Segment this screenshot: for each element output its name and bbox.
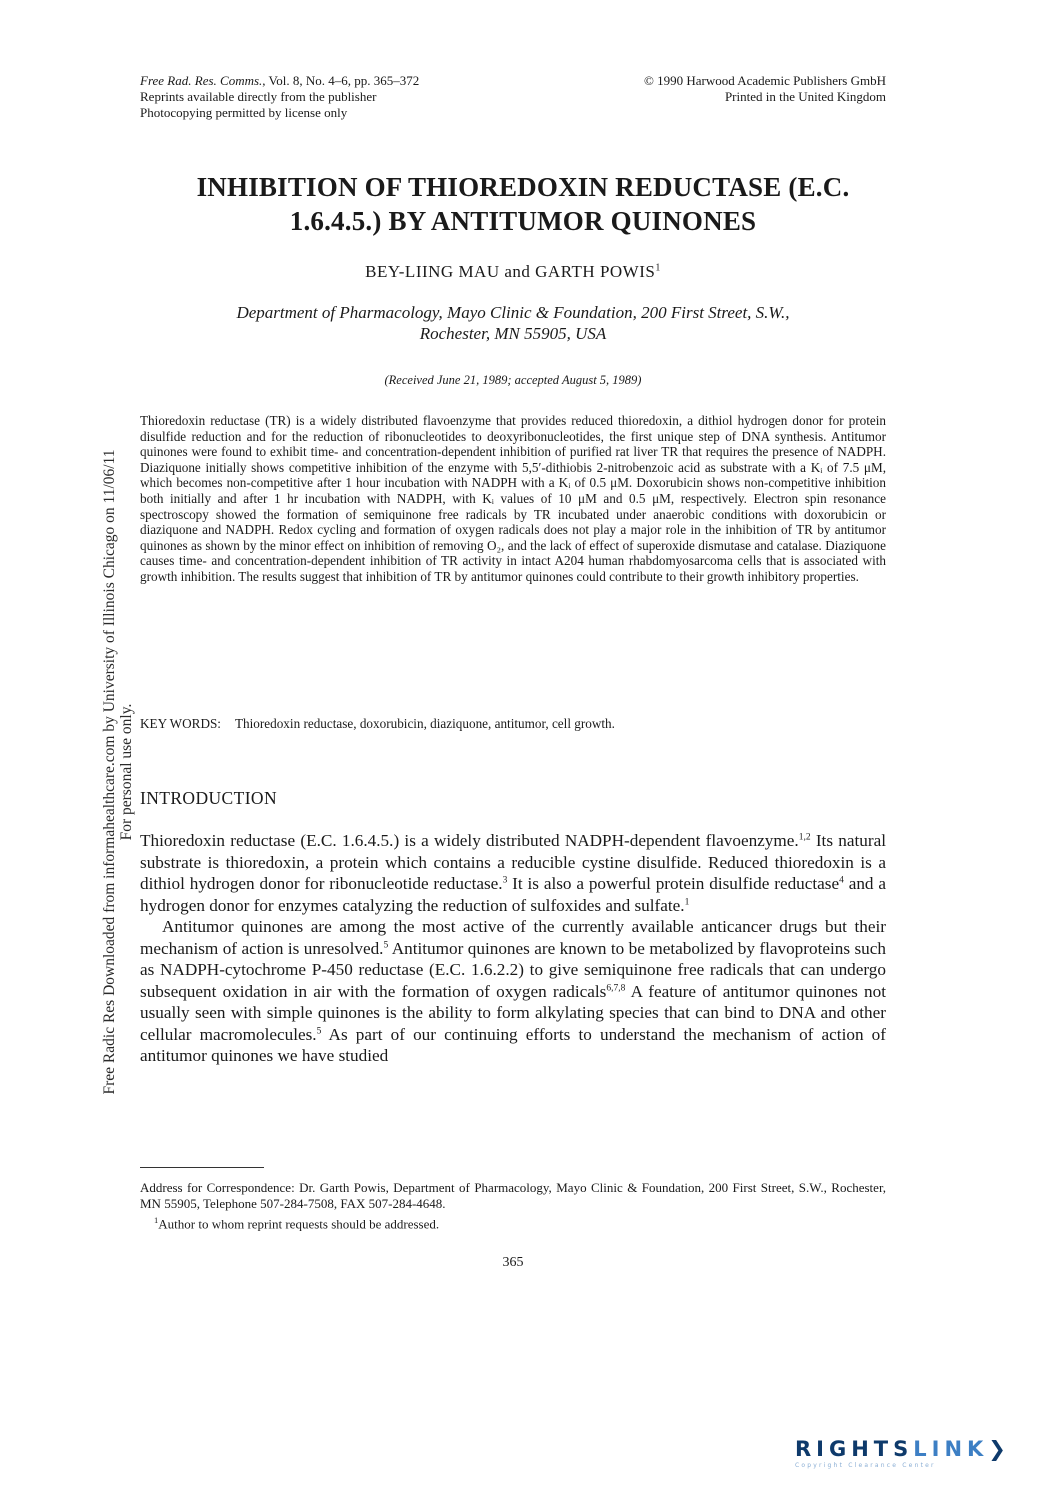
section-heading-introduction: INTRODUCTION <box>140 788 278 808</box>
reprint-footnote <box>140 1212 886 1232</box>
footnote-divider <box>140 1167 264 1168</box>
citation-ref: 1,2 <box>798 832 811 843</box>
watermark-line-2: For personal use only. <box>118 703 135 841</box>
footnotes <box>140 1180 886 1232</box>
abstract <box>140 413 886 585</box>
title-line-1: INHIBITION OF THIOREDOXIN REDUCTASE (E.C. <box>196 172 850 202</box>
citation-ref: 1 <box>684 896 690 907</box>
keywords <box>140 716 886 732</box>
running-header-left <box>140 73 540 121</box>
citation-ref: 4 <box>839 875 844 886</box>
reprints-note: Reprints available directly from the publisher <box>140 89 377 104</box>
text-run: and a hydrogen donor for enzymes catalyzing the reduction of sulfoxides and sulfate. <box>140 874 886 915</box>
running-header-right <box>560 73 886 105</box>
reprint-footnote-text: Author to whom reprint requests should be addressed. <box>158 1216 440 1232</box>
correspondence-footnote: Address for Correspondence: Dr. Garth Powis, Department of Pharmacology, Mayo Clinic & Foundation, 200 First Street, S.W., Rochester, MN 55905, Telephone 507-284-7508, FAX 507-284-4648. <box>140 1180 886 1211</box>
citation-details: , Vol. 8, No. 4–6, pp. 365–372 <box>262 73 420 88</box>
watermark-line-1: Free Radic Res Downloaded from informahealthcare.com by University of Illinois Chicago on 11/06/11 <box>101 449 118 1095</box>
author-footnote-mark: 1 <box>655 262 661 274</box>
authors <box>140 262 886 282</box>
text-run: A feature of antitumor quinones not usually seen with simple quinones is the ability to form alkylating species that can bind to DNA and other cellular macromolecules. <box>140 981 886 1044</box>
paragraph <box>140 916 886 1067</box>
article-title <box>120 170 926 238</box>
introduction-body <box>140 830 886 1067</box>
citation-ref: 3 <box>502 875 508 886</box>
logo-word-rights: RIGHTS <box>795 1437 914 1461</box>
citation-ref: 5 <box>316 1025 322 1036</box>
affiliation <box>140 302 886 344</box>
logo-word-link: LINK <box>913 1437 989 1461</box>
footnote-mark: 1 <box>154 1215 159 1225</box>
photocopy-note: Photocopying permitted by license only <box>140 105 348 120</box>
chevron-icon: ❯ <box>988 1437 1011 1461</box>
citation-ref: 6,7,8 <box>606 982 626 993</box>
text-run: It is also a powerful protein disulfide reductase <box>507 874 840 893</box>
printed-note: Printed in the United Kingdom <box>724 89 886 104</box>
text-run: Antitumor quinones are known to be metabolized by flavoproteins such as NADPH-cytochrome P-450 reductase (E.C. 1.6.2.2) to give semiquinone free radicals that can undergo subsequent oxidation in air with the formation of oxygen radicals <box>140 938 886 1001</box>
journal-citation <box>140 73 540 89</box>
affiliation-line-2: Rochester, MN 55905, USA <box>419 324 607 343</box>
abstract-text: Thioredoxin reductase (TR) is a widely distributed flavoenzyme that provides reduced thioredoxin, a dithiol hydrogen donor for protein disulfide reduction and for the reduction of ribonucleotides to deoxyribonucleotides, the first unique step of DNA synthesis. Antitumor quinones were found to exhibit time- and concentration-dependent inhibition of purified rat liver TR that requires the presence of NADPH. Diaziquone initially shows competitive inhibition of the enzyme with 5,5′-dithiobis 2-nitrobenzoic acid as substrate with a Kᵢ of 7.5 μM, which becomes non-competitive after 1 hour incubation with NADPH with a Kᵢ of 0.5 μM. Doxorubicin shows non-competitive inhibition both initially and after 1 hr incubation with NADPH, with Kᵢ values of 10 μM and 0.5 μM, respectively. Electron spin resonance spectroscopy showed the formation of semiquinone free radicals by TR incubated under anaerobic conditions with doxorubicin or diaziquone and NADPH. Redox cycling and formation of oxygen radicals does not play a major role in the inhibition of TR by antitumor quinones as shown by the minor effect on inhibition of removing O₂, and the lack of effect of superoxide dismutase and catalase. Diaziquone causes time- and concentration-dependent inhibition of TR activity in intact A204 human rhabdomyosarcoma cells that is associated with growth inhibition. The results suggest that inhibition of TR by antitumor quinones could contribute to their growth inhibitory properties. <box>140 413 886 584</box>
download-watermark <box>101 422 155 1122</box>
affiliation-line-1: Department of Pharmacology, Mayo Clinic & Foundation, 200 First Street, S.W., <box>236 303 790 322</box>
title-line-2: 1.6.4.5.) BY ANTITUMOR QUINONES <box>289 206 757 236</box>
keywords-label: KEY WORDS: <box>140 716 221 731</box>
received-dates: (Received June 21, 1989; accepted August 5, 1989) <box>384 373 642 387</box>
journal-name: Free Rad. Res. Comms. <box>140 73 263 88</box>
logo-tagline: Copyright Clearance Center <box>795 1462 936 1469</box>
citation-ref: 5 <box>383 939 389 950</box>
paragraph <box>140 830 886 916</box>
text-run: As part of our continuing efforts to understand the mechanism of action of antitumor quinones we have studied <box>140 1024 886 1065</box>
author-names: BEY-LIING MAU and GARTH POWIS <box>365 262 656 281</box>
text-run: Its natural substrate is thioredoxin, a protein which contains a reducible cystine disulfide. Reduced thioredoxin is a dithiol hydrogen donor for ribonucleotide reductase. <box>140 831 886 893</box>
keywords-text: Thioredoxin reductase, doxorubicin, diaziquone, antitumor, cell growth. <box>234 716 615 731</box>
text-run: Thioredoxin reductase (E.C. 1.6.4.5.) is a widely distributed NADPH-dependent flavoenzyme. <box>140 831 799 850</box>
page-number: 365 <box>502 1255 524 1270</box>
rightslink-logo[interactable] <box>795 1437 1035 1477</box>
text-run: Antitumor quinones are among the most active of the currently available anticancer drugs but their mechanism of action is unresolved. <box>140 917 886 958</box>
logo-wordmark <box>795 1437 1035 1461</box>
copyright-note: © 1990 Harwood Academic Publishers GmbH <box>643 73 886 88</box>
